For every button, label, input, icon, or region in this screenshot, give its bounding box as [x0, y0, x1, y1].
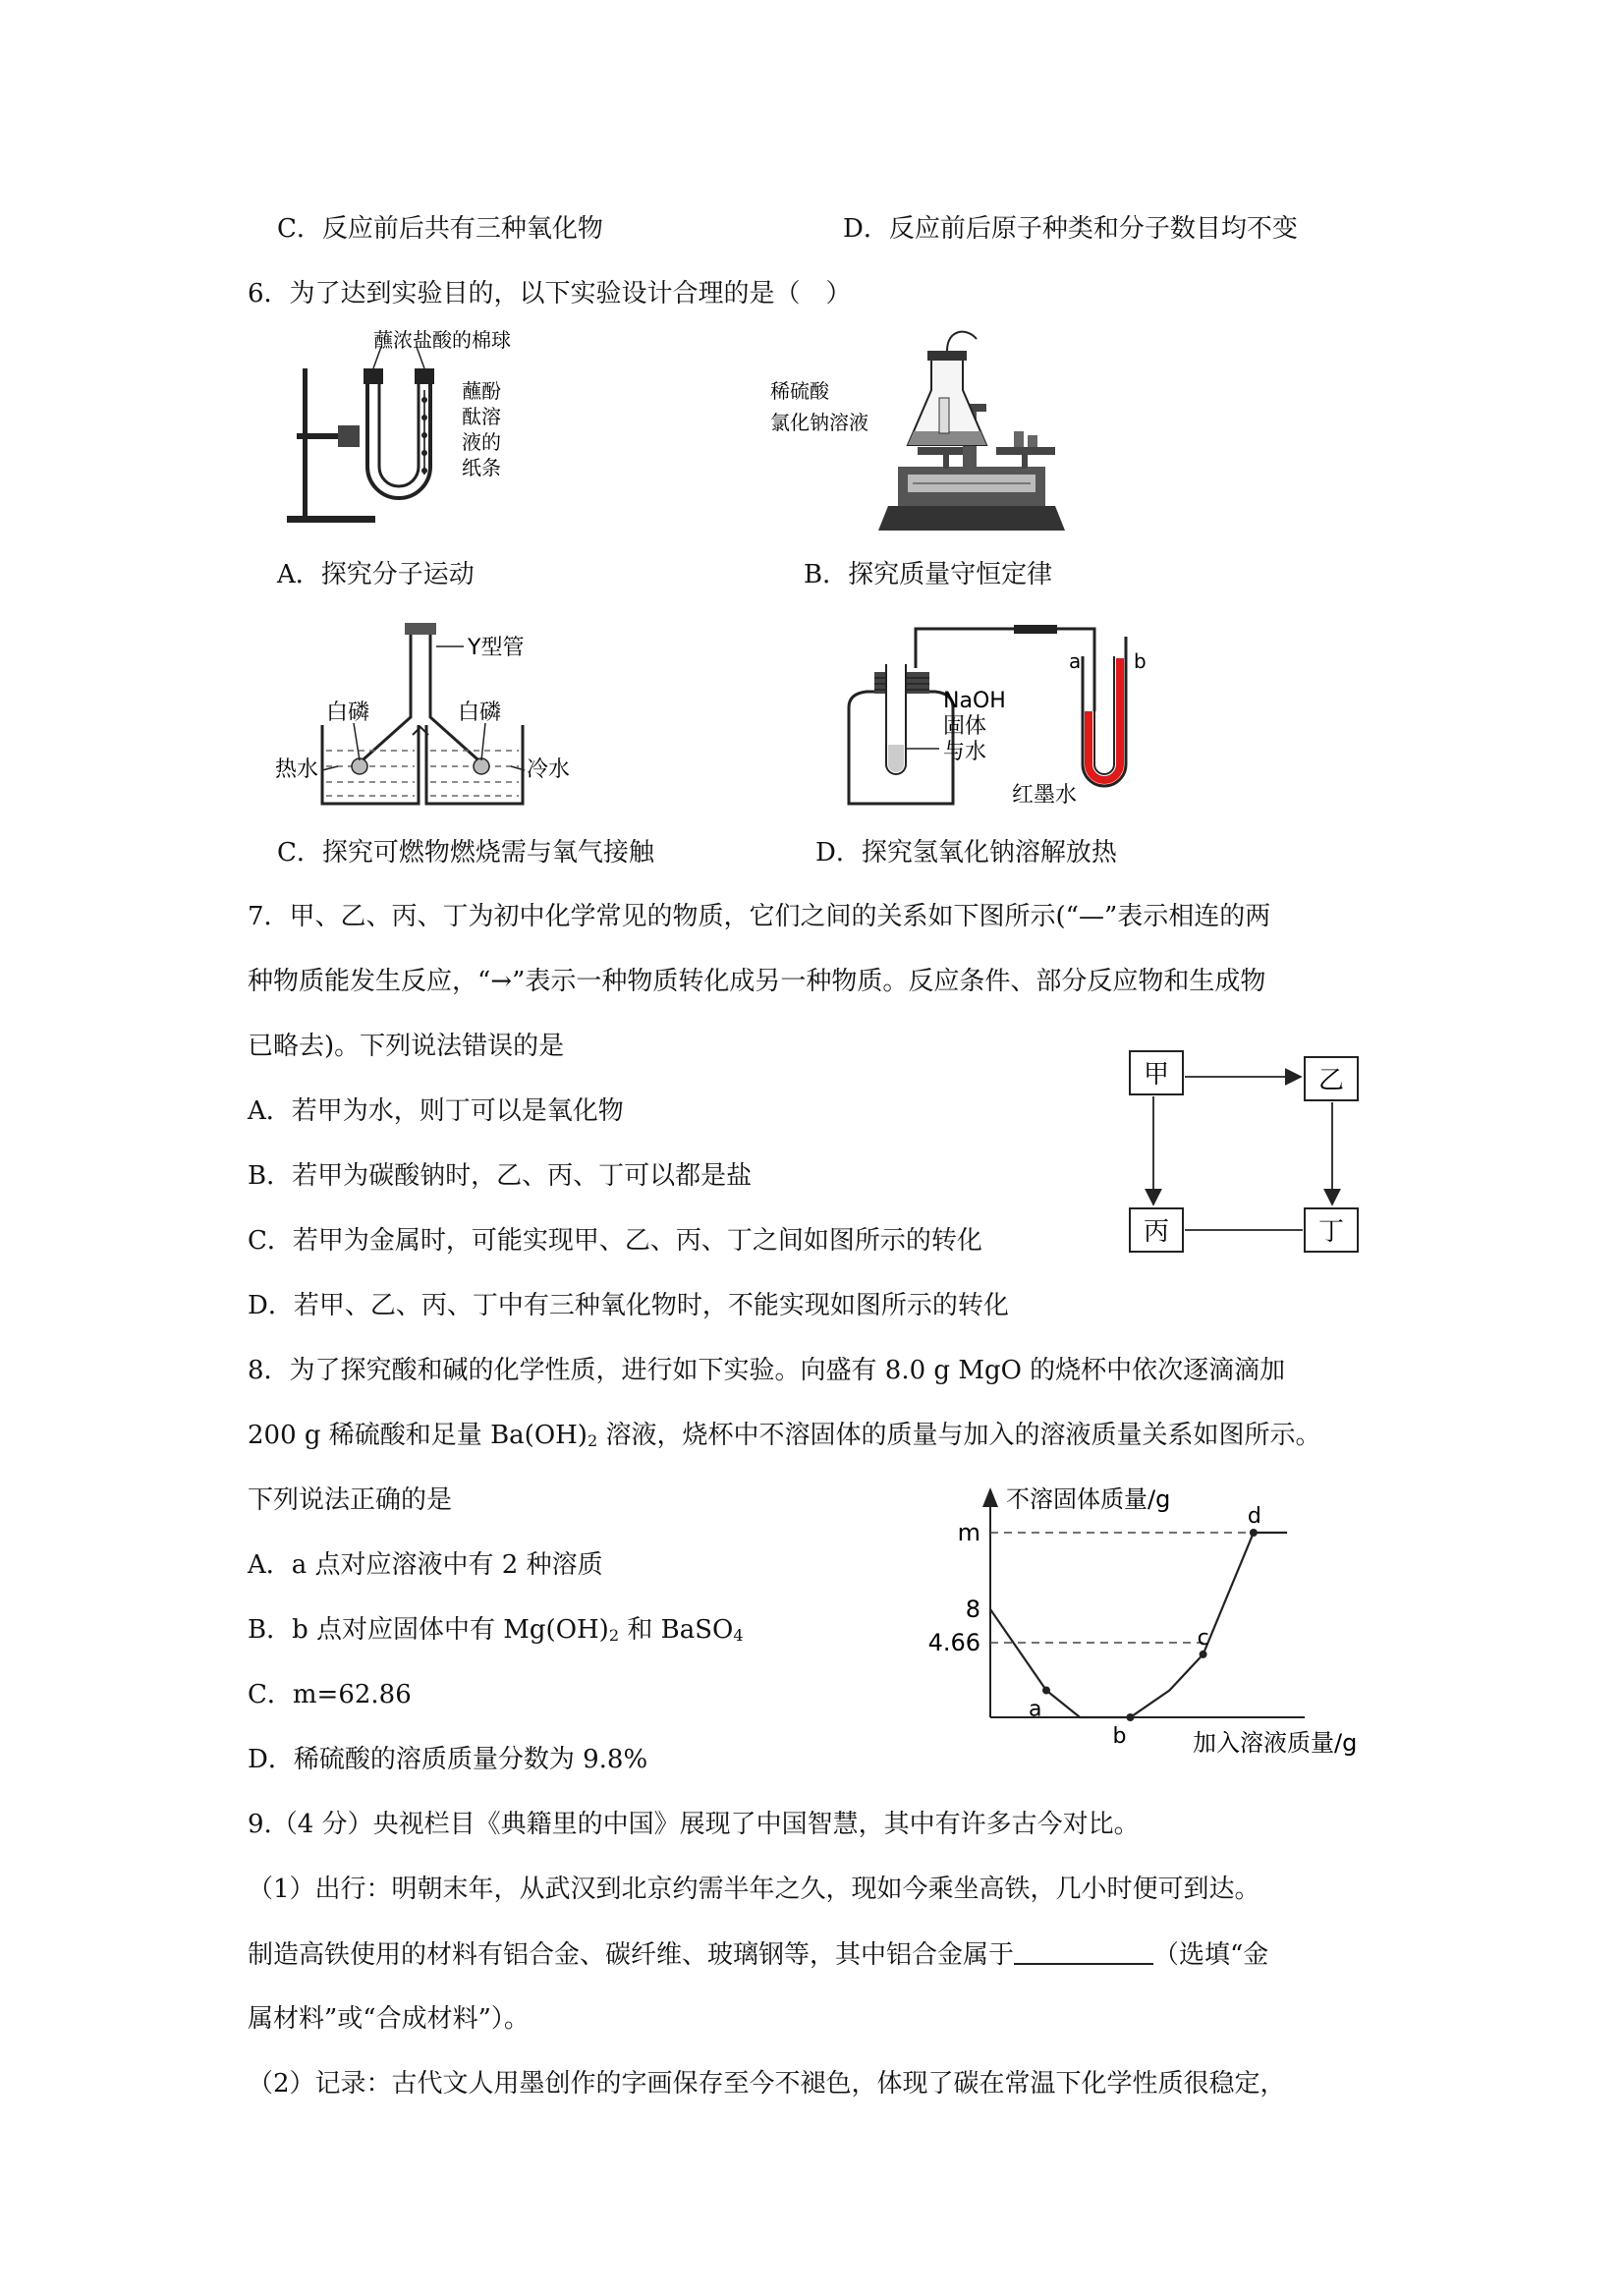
q8-option-b: B．b 点对应固体中有 $Mg(OH)_2$ 和 BaSO$_4$	[248, 1615, 744, 1646]
q8-option-a: A．a 点对应溶液中有 2 种溶质	[248, 1550, 603, 1580]
fig-c-label-p2: 白磷	[458, 700, 502, 725]
y-tick-label: 4.66	[927, 1629, 980, 1656]
fig-a-label-side-1: 蘸酚	[462, 379, 501, 403]
y-tick-label: m	[957, 1519, 980, 1546]
q6-option-c: C．探究可燃物燃烧需与氧气接触	[277, 838, 654, 868]
q8-option-c: C．m=62.86	[248, 1680, 412, 1709]
q8-stem-line-2: 200 g 稀硫酸和足量 $Ba(OH)_2$ 溶液，烧杯中不溶固体的质量与加入的溶液质量关系如图所示。	[248, 1421, 1321, 1451]
fig-d-label-water: 与水	[943, 740, 987, 764]
q7-option-b: B．若甲为碳酸钠时，乙、丙、丁可以都是盐	[248, 1161, 753, 1191]
fig-b-label-1: 稀硫酸	[770, 379, 829, 403]
q6-option-a: A．探究分子运动	[277, 560, 475, 589]
point-a	[1042, 1687, 1050, 1695]
q8-stem-line-1: 8．为了探究酸和碱的化学性质，进行如下实验。向盛有 8.0 g MgO 的烧杯中依次逐滴滴加	[248, 1356, 1286, 1385]
fig-a-label-side-2: 酞溶	[462, 405, 501, 428]
point-label-c: c	[1197, 1625, 1209, 1651]
point-c	[1200, 1651, 1207, 1658]
fig-d-label-ink: 红墨水	[1012, 783, 1078, 808]
y-tick-label: 8	[965, 1596, 980, 1623]
q7-stem-line-3: 已略去)。下列说法错误的是	[248, 1032, 565, 1061]
q6-figure-a	[279, 329, 534, 531]
fig-c-label-cold: 冷水	[527, 757, 571, 782]
point-label-b: b	[1112, 1724, 1127, 1749]
box-ding-label: 丁	[1318, 1217, 1345, 1247]
fig-d-label-b: b	[1134, 649, 1147, 673]
point-label-a: a	[1029, 1697, 1042, 1722]
fig-b-label-2: 氯化钠溶液	[770, 411, 868, 434]
answer-blank[interactable]	[1014, 1941, 1153, 1965]
q8-stem-line-3: 下列说法正确的是	[248, 1485, 453, 1515]
series-line	[990, 1533, 1287, 1717]
q8-option-d: D．稀硫酸的溶质质量分数为 9.8%	[248, 1745, 648, 1774]
box-yi-label: 乙	[1318, 1066, 1345, 1095]
fig-d-label-solid: 固体	[943, 714, 987, 739]
fig-a-label-side-3: 液的	[462, 430, 501, 454]
fig-c-label-hot: 热水	[275, 757, 319, 782]
q6-figure-b	[770, 329, 1065, 535]
q7-option-c: C．若甲为金属时，可能实现甲、乙、丙、丁之间如图所示的转化	[248, 1226, 982, 1256]
q9-part-2-line-1: （2）记录：古代文人用墨创作的字画保存至今不褪色，体现了碳在常温下化学性质很稳定，	[248, 2069, 1286, 2099]
q8-chart	[923, 1484, 1385, 1768]
q9-stem: 9.（4 分）央视栏目《典籍里的中国》展现了中国智慧，其中有许多古今对比。	[248, 1810, 1140, 1839]
box-jia-label: 甲	[1144, 1060, 1170, 1090]
q7-relation-diagram	[1128, 1049, 1373, 1258]
q9-part-1-line-1: （1）出行：明朝末年，从武汉到北京约需半年之久，现如今乘坐高铁，几小时便可到达。	[248, 1875, 1260, 1904]
q9-part-1-line-3: 属材料”或“合成材料”）。	[248, 2004, 530, 2034]
box-bing-label: 丙	[1144, 1217, 1170, 1247]
fig-a-label-side-4: 纸条	[462, 456, 501, 479]
q5-option-d: D．反应前后原子种类和分子数目均不变	[843, 214, 1298, 244]
y-axis-label: 不溶固体质量/g	[1006, 1485, 1171, 1513]
fig-d-label-naoh: NaOH	[943, 689, 1006, 713]
point-d	[1250, 1529, 1258, 1537]
q6-figure-c	[275, 619, 570, 815]
x-axis-label: 加入溶液质量/g	[1193, 1729, 1358, 1757]
point-b	[1127, 1713, 1135, 1721]
fig-c-label-tube: Y型管	[468, 636, 525, 660]
q7-option-a: A．若甲为水，则丁可以是氧化物	[248, 1096, 624, 1126]
fig-d-label-a: a	[1069, 649, 1082, 673]
q6-option-b: B．探究质量守恒定律	[804, 560, 1053, 589]
q7-stem-line-2: 种物质能发生反应，“→”表示一种物质转化成另一种物质。反应条件、部分反应物和生成物	[248, 967, 1266, 996]
q6-stem: 6．为了达到实验目的，以下实验设计合理的是（ ）	[248, 279, 852, 308]
q6-option-d: D．探究氢氧化钠溶解放热	[815, 838, 1117, 868]
point-label-d: d	[1247, 1504, 1261, 1529]
q5-option-c: C．反应前后共有三种氧化物	[277, 214, 603, 244]
q9-part-1-line-2: 制造高铁使用的材料有铝合金、碳纤维、玻璃钢等，其中铝合金属于 （选填“金	[248, 1940, 1269, 1970]
q7-option-d: D．若甲、乙、丙、丁中有三种氧化物时，不能实现如图所示的转化	[248, 1291, 1009, 1320]
q6-figure-d	[837, 617, 1151, 813]
fig-c-label-p1: 白磷	[326, 700, 370, 725]
q7-stem-line-1: 7．甲、乙、丙、丁为初中化学常见的物质，它们之间的关系如下图所示(“—”表示相连的两	[248, 902, 1271, 931]
fig-a-label-top: 蘸浓盐酸的棉球	[373, 328, 511, 352]
